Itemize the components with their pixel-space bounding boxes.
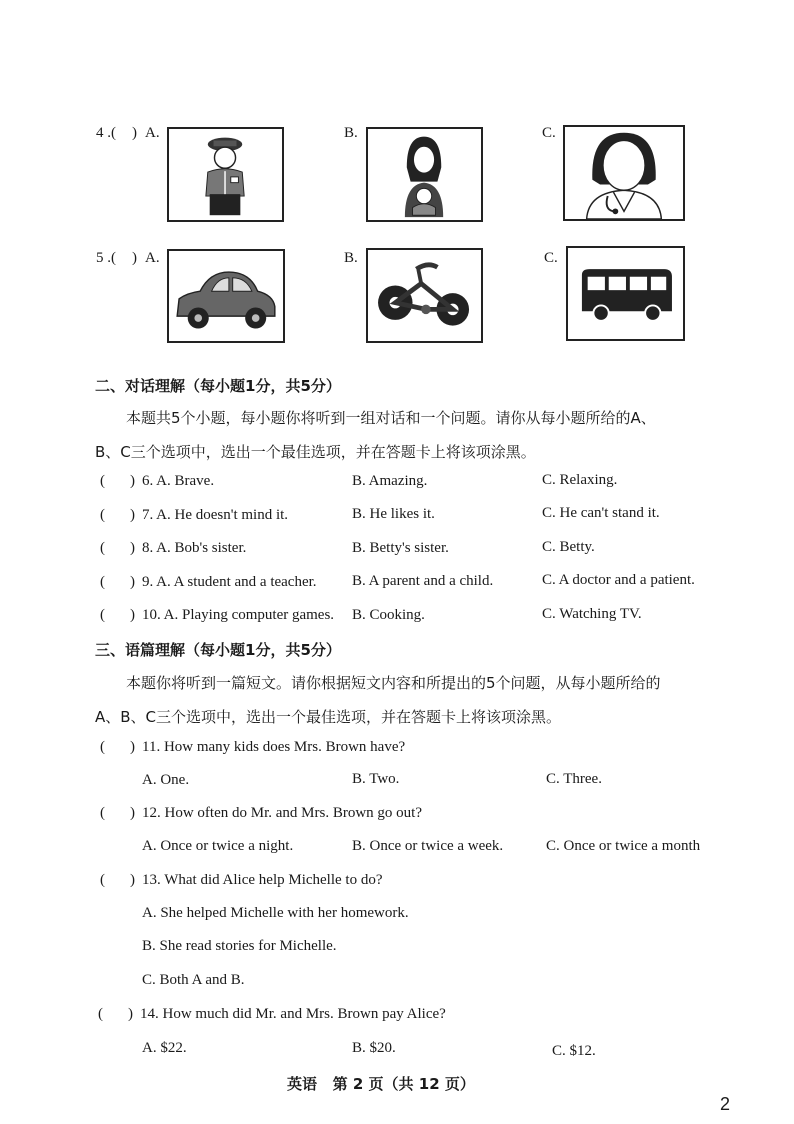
- answer-bracket-open: (: [100, 540, 105, 556]
- option-a: 9. A. A student and a teacher.: [142, 574, 317, 590]
- option-c: C. $12.: [552, 1043, 596, 1059]
- option-c: C. Once or twice a month: [546, 838, 701, 854]
- option-c: C. Three.: [546, 771, 602, 787]
- option-c: C. Both A and B.: [142, 972, 245, 988]
- question-stem: 12. How often do Mr. and Mrs. Brown go out?: [142, 805, 422, 821]
- option-b: B. Betty's sister.: [352, 540, 449, 556]
- section-3-instruction: A、B、C三个选项中，选出一个最佳选项，并在答题卡上将该项涂黑。: [95, 708, 562, 726]
- option-a: A. $22.: [142, 1040, 187, 1056]
- option-a: 10. A. Playing computer games.: [142, 607, 335, 623]
- answer-bracket-close: ): [130, 739, 135, 755]
- option-b-label: B.: [344, 250, 358, 266]
- option-c: C. Watching TV.: [542, 606, 642, 622]
- section-3-instruction: 本题你将听到一篇短文。请你根据短文内容和所提出的5个问题，从每小题所给的: [126, 674, 661, 692]
- option-a: 7. A. He doesn't mind it.: [142, 507, 289, 523]
- question-stem: 11. How many kids does Mrs. Brown have?: [142, 739, 406, 755]
- question-5-number: 5 .(: [96, 250, 116, 266]
- option-b: B. She read stories for Michelle.: [142, 938, 337, 954]
- option-a-label: A.: [145, 250, 160, 266]
- option-c: C. A doctor and a patient.: [542, 572, 695, 588]
- page-number: 2: [720, 1094, 731, 1114]
- answer-bracket-open: (: [100, 805, 105, 821]
- bus-picture: [566, 246, 685, 341]
- option-a: A. Once or twice a night.: [142, 838, 294, 854]
- question-stem: 13. What did Alice help Michelle to do?: [142, 872, 383, 888]
- option-c-label: C.: [542, 125, 556, 141]
- option-b: B. Two.: [352, 771, 400, 787]
- option-c: C. Relaxing.: [542, 472, 618, 488]
- answer-bracket-close: ): [130, 507, 135, 523]
- option-a: A. One.: [142, 772, 190, 788]
- answer-bracket-open: (: [100, 739, 105, 755]
- police-officer-picture: [167, 127, 284, 222]
- answer-bracket-open: (: [100, 473, 105, 489]
- answer-bracket-open: (: [100, 872, 105, 888]
- option-a-label: A.: [145, 125, 160, 141]
- option-c: C. Betty.: [542, 539, 595, 555]
- question-stem: 14. How much did Mr. and Mrs. Brown pay Alice?: [140, 1006, 446, 1022]
- answer-bracket-close: ): [130, 473, 135, 489]
- answer-bracket-open: (: [98, 1006, 103, 1022]
- answer-bracket-open: (: [100, 507, 105, 523]
- answer-bracket-close: ): [132, 125, 137, 141]
- option-b: B. Cooking.: [352, 607, 425, 623]
- car-picture: [167, 249, 285, 343]
- option-b: B. He likes it.: [352, 506, 435, 522]
- option-a: 8. A. Bob's sister.: [142, 540, 247, 556]
- option-b: B. $20.: [352, 1040, 396, 1056]
- section-2-instruction: 本题共5个小题，每小题你将听到一组对话和一个问题。请你从每小题所给的A、: [126, 409, 656, 427]
- option-c: C. He can't stand it.: [542, 505, 660, 521]
- section-2-heading: 二、对话理解（每小题1分，共5分）: [95, 377, 341, 395]
- answer-bracket-close: ): [130, 607, 135, 623]
- bicycle-picture: [366, 248, 483, 343]
- option-b-label: B.: [344, 125, 358, 141]
- answer-bracket-close: ): [130, 574, 135, 590]
- page-footer: 英语 第 2 页（共 12 页）: [287, 1075, 475, 1093]
- option-b: B. A parent and a child.: [352, 573, 494, 589]
- section-2-instruction: B、C三个选项中，选出一个最佳选项，并在答题卡上将该项涂黑。: [95, 443, 536, 461]
- option-a: A. She helped Michelle with her homework.: [142, 905, 409, 921]
- doctor-picture: [563, 125, 685, 221]
- option-b: B. Amazing.: [352, 473, 428, 489]
- question-4-number: 4 .(: [96, 125, 116, 141]
- answer-bracket-close: ): [130, 540, 135, 556]
- answer-bracket-close: ): [130, 872, 135, 888]
- answer-bracket-open: (: [100, 574, 105, 590]
- option-a: 6. A. Brave.: [142, 473, 215, 489]
- answer-bracket-close: ): [128, 1006, 133, 1022]
- mother-and-child-picture: [366, 127, 483, 222]
- option-b: B. Once or twice a week.: [352, 838, 504, 854]
- section-3-heading: 三、语篇理解（每小题1分，共5分）: [95, 641, 341, 659]
- answer-bracket-close: ): [132, 250, 137, 266]
- option-c-label: C.: [544, 250, 558, 266]
- answer-bracket-close: ): [130, 805, 135, 821]
- answer-bracket-open: (: [100, 607, 105, 623]
